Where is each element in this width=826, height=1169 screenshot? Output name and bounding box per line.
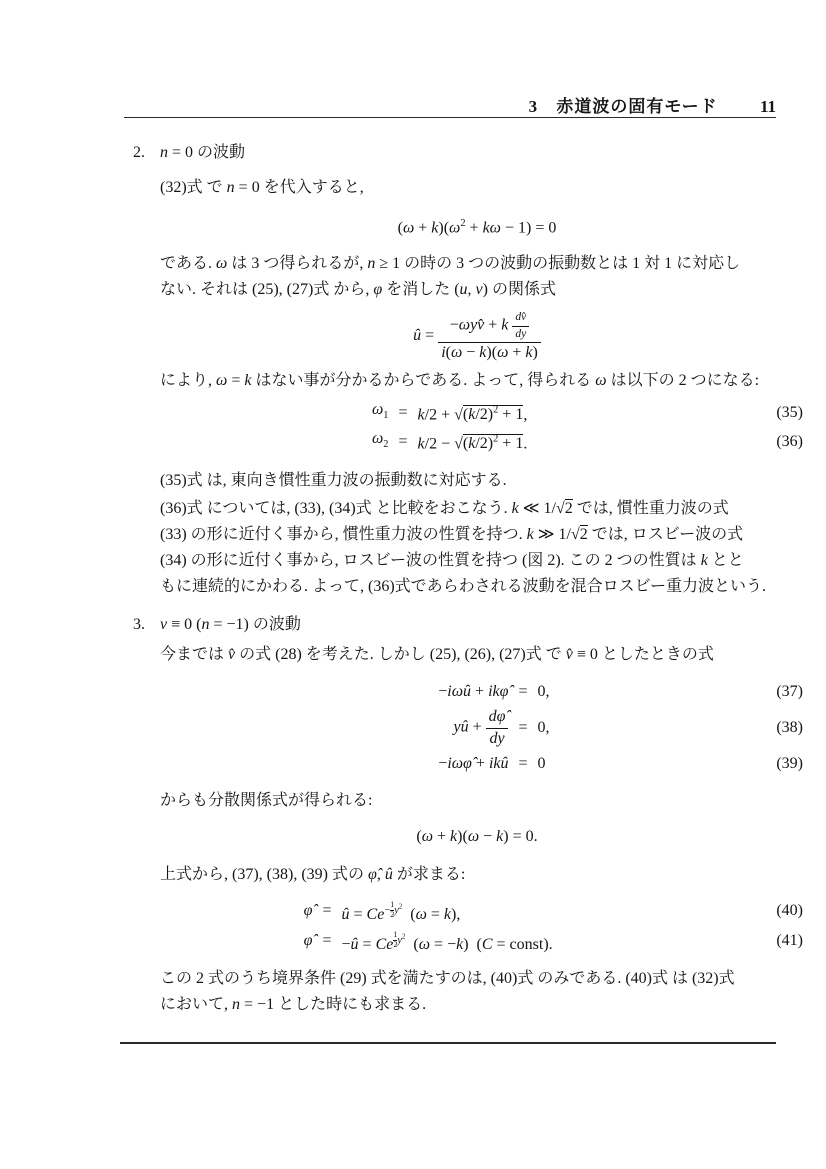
equation-row-39 [151,749,803,780]
item-number: 2. [133,144,145,161]
equation-number: (39) [776,755,803,773]
equation-group-35-36 [151,398,803,456]
equation-rhs: û = $Ce^{- \frac{1}{2} y^2}$ (ω = k), [341,900,461,923]
paragraph-eq35-note: (35)式 は, 東向き慣性重力波の振動数に対応する. [160,472,507,490]
paragraph-omega-k: により, ω = k はない事が分かるからである. よって, 得られる ω は以下の 2 つになる: [160,372,760,390]
item-title: n = 0 の波動 [160,144,246,161]
equation-row-36 [151,427,803,456]
equation-lhs: φ̂ [303,901,313,919]
equals-sign: = [398,403,408,421]
equation-lhs: $\omega_1$ [371,400,389,421]
paragraph-boundary: この 2 式のうち境界条件 (29) 式を満たすのは, (40)式 のみである. (40)式 は (32)式 において, n = −1 とした時にも求まる. [160,969,735,1013]
paragraph-dispersion: からも分散関係式が得られる: [160,791,373,809]
equals-sign: = [398,432,408,450]
equation-rhs: 0, [537,682,550,700]
equation-number: (38) [776,719,803,737]
display-equation-uhat: û = −ωyv̂ + k $\frac{dv̂}{dy}$ i(ω − k)(ω + k) [151,311,803,362]
equals-sign: = [518,719,528,737]
equation-number: (36) [776,432,803,450]
equation-number: (40) [776,901,803,919]
equation-row-41 [151,926,803,956]
list-item-2 [133,140,803,600]
equation-rhs: 0, [537,719,550,737]
section-title: 赤道波の固有モード [556,97,718,116]
equation-number: (35) [776,403,803,421]
equation-group-40-41 [151,896,803,956]
paragraph-substitute-n0: (32)式 で n = 0 を代入すると, [160,179,364,196]
paragraph-omega-roots: である. ω は 3 つ得られるが, n ≥ 1 の時の 3 つの波動の振動数とは 1 対 1 に対応し ない. それは (25), (27)式 から, φ を消した (u, v) の関係式 [160,255,741,299]
equation-group-37-39 [151,676,803,780]
equation-rhs: 0 [537,755,546,773]
section-number: 3 [528,97,538,116]
equation-row-37 [151,676,803,707]
equals-sign: = [518,755,528,773]
equals-sign: = [518,682,528,700]
header-rule [124,117,776,118]
display-equation-cubic: $(\omega + k)(\omega^2 + k\omega - 1) = 0$ [397,218,557,237]
page-number: 11 [759,97,776,116]
equation-row-38 [151,707,803,749]
item-title: v ≡ 0 (n = −1) の波動 [160,616,301,634]
paragraph-vhat-zero: 今までは v̂ の式 (28) を考えた. しかし (25), (26), (27)式 で v̂ ≡ 0 としたときの式 [160,646,714,664]
display-equation-dispersion: (ω + k)(ω − k) = 0. [416,827,538,845]
equation-rhs: −û = Ce $^{\frac{1}{2} y^2}$ (ω = −k) (C = const). [341,930,553,953]
footer-rule [120,1042,776,1044]
list-item-3 [133,612,803,1018]
equation-rhs: $k/2 - √(k/2)^2 + 1$. [417,433,528,452]
page-content [133,140,803,1018]
item-number: 3. [133,616,145,634]
equation-row-35 [151,398,803,427]
equation-row-40 [151,896,803,926]
equation-rhs: $k/2 + √(k/2)^2 + 1$, [417,404,528,423]
equation-lhs: $\omega_2$ [371,429,389,450]
equals-sign: = [322,901,332,919]
equation-lhs: φ̂ [303,931,313,949]
equation-number: (41) [776,931,803,949]
paragraph-eq36-discussion: (36)式 については, (33), (34)式 と比較をおこなう. k ≪ 1/√2 では, 慣性重力波の式 (33) の形に近付く事から, 慣性重力波の性質を持つ. k ≫ 1/√2 では, ロスビー波の式 (34) の形に近付く事から, ロスビー波の性質を持つ (図 2). この 2 つの性質は k とと もに連続的にかわる. よって, (36)式であらわされる波動を混合ロスビー重力波という. [160,500,767,596]
page-header [529,92,776,117]
equation-lhs: −iωû + ikφ̂ [438,682,509,700]
equation-lhs: yû + $\frac{d\varphî}{dy}$ [390,708,508,748]
equation-lhs: −iωφ̂ + ikû [438,755,509,773]
equals-sign: = [322,931,332,949]
paragraph-solve: 上式から, (37), (38), (39) 式の φ̂, û が求まる: [160,865,466,883]
equation-number: (37) [776,682,803,700]
